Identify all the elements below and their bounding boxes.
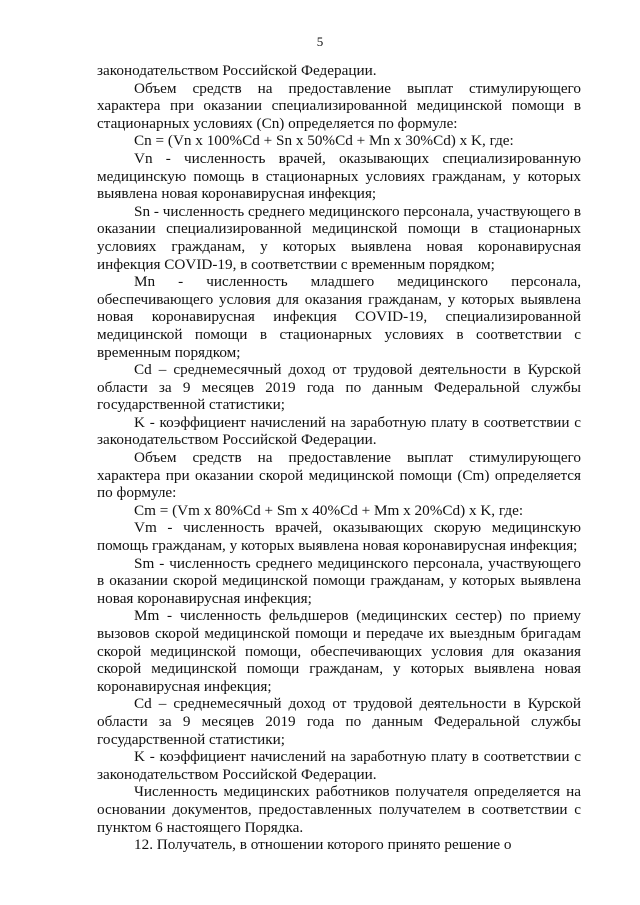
paragraph-cm-intro: Объем средств на предоставление выплат стимулирующего характера при оказании скорой медицинской помощи (Cm) определяется по формуле: — [97, 449, 581, 502]
definition-mn: Mn - численность младшего медицинского персонала, обеспечивающего условия для оказания гражданам, у которых выявлена новая коронавирусная инфекция COVID-19, специализированной медицинской помощи в стационарных условиях в соответствии с временным порядком; — [97, 273, 581, 361]
definition-vn: Vn - численность врачей, оказывающих специализированную медицинскую помощь в стационарных условиях гражданам, у которых выявлена новая коронавирусная инфекция; — [97, 149, 581, 203]
page-number: 5 — [316, 34, 324, 49]
definition-vm: Vm - численность врачей, оказывающих скорую медицинскую помощь гражданам, у которых выявлена новая коронавирусная инфекция; — [97, 519, 581, 555]
definition-cd: Cd – среднемесячный доход от трудовой деятельности в Курской области за 9 месяцев 2019 года по данным Федеральной службы государственной статистики; — [97, 361, 581, 414]
definition-k-2: K - коэффициент начислений на заработную плату в соответствии с законодательством Российской Федерации. — [97, 748, 581, 783]
document-body — [97, 62, 581, 854]
definition-k: K - коэффициент начислений на заработную плату в соответствии с законодательством Российской Федерации. — [97, 413, 581, 449]
formula-cm: Cm = (Vm x 80%Cd + Sm x 40%Cd + Mm x 20%Cd) x K, где: — [134, 501, 524, 519]
paragraph-cn-intro: Объем средств на предоставление выплат стимулирующего характера при оказании специализированной медицинской помощи в стационарных условиях (Cn) определяется по формуле: — [97, 79, 581, 132]
definition-mm: Mm - численность фельдшеров (медицинских сестер) по приему вызовов скорой медицинской помощи и передаче их выездным бригадам скорой медицинской помощи, обеспечивающих условия для оказания скорой медицинской помощи гражданам, у которых выявлена новая коронавирусная инфекция; — [97, 607, 581, 695]
paragraph-item-12: 12. Получатель, в отношении которого принято решение о — [134, 836, 512, 854]
formula-cn: Cn = (Vn x 100%Cd + Sn x 50%Cd + Mn x 30%Cd) x K, где: — [134, 132, 514, 150]
definition-cd-2: Cd – среднемесячный доход от трудовой деятельности в Курской области за 9 месяцев 2019 года по данным Федеральной службы государственной статистики; — [97, 695, 581, 748]
paragraph-staff-count: Численность медицинских работников получателя определяется на основании документов, предоставленных получателем в соответствии с пунктом 6 настоящего Порядка. — [97, 783, 581, 836]
definition-sn: Sn - численность среднего медицинского персонала, участвующего в оказании специализированной медицинской помощи в стационарных условиях гражданам, у которых выявлена новая коронавирусная инфекция COVID-19, в соответствии с временным порядком; — [97, 202, 581, 273]
definition-sm: Sm - численность среднего медицинского персонала, участвующего в оказании скорой медицинской помощи гражданам, у которых выявлена новая коронавирусная инфекция; — [97, 554, 581, 607]
paragraph-continuation: законодательством Российской Федерации. — [97, 62, 377, 79]
